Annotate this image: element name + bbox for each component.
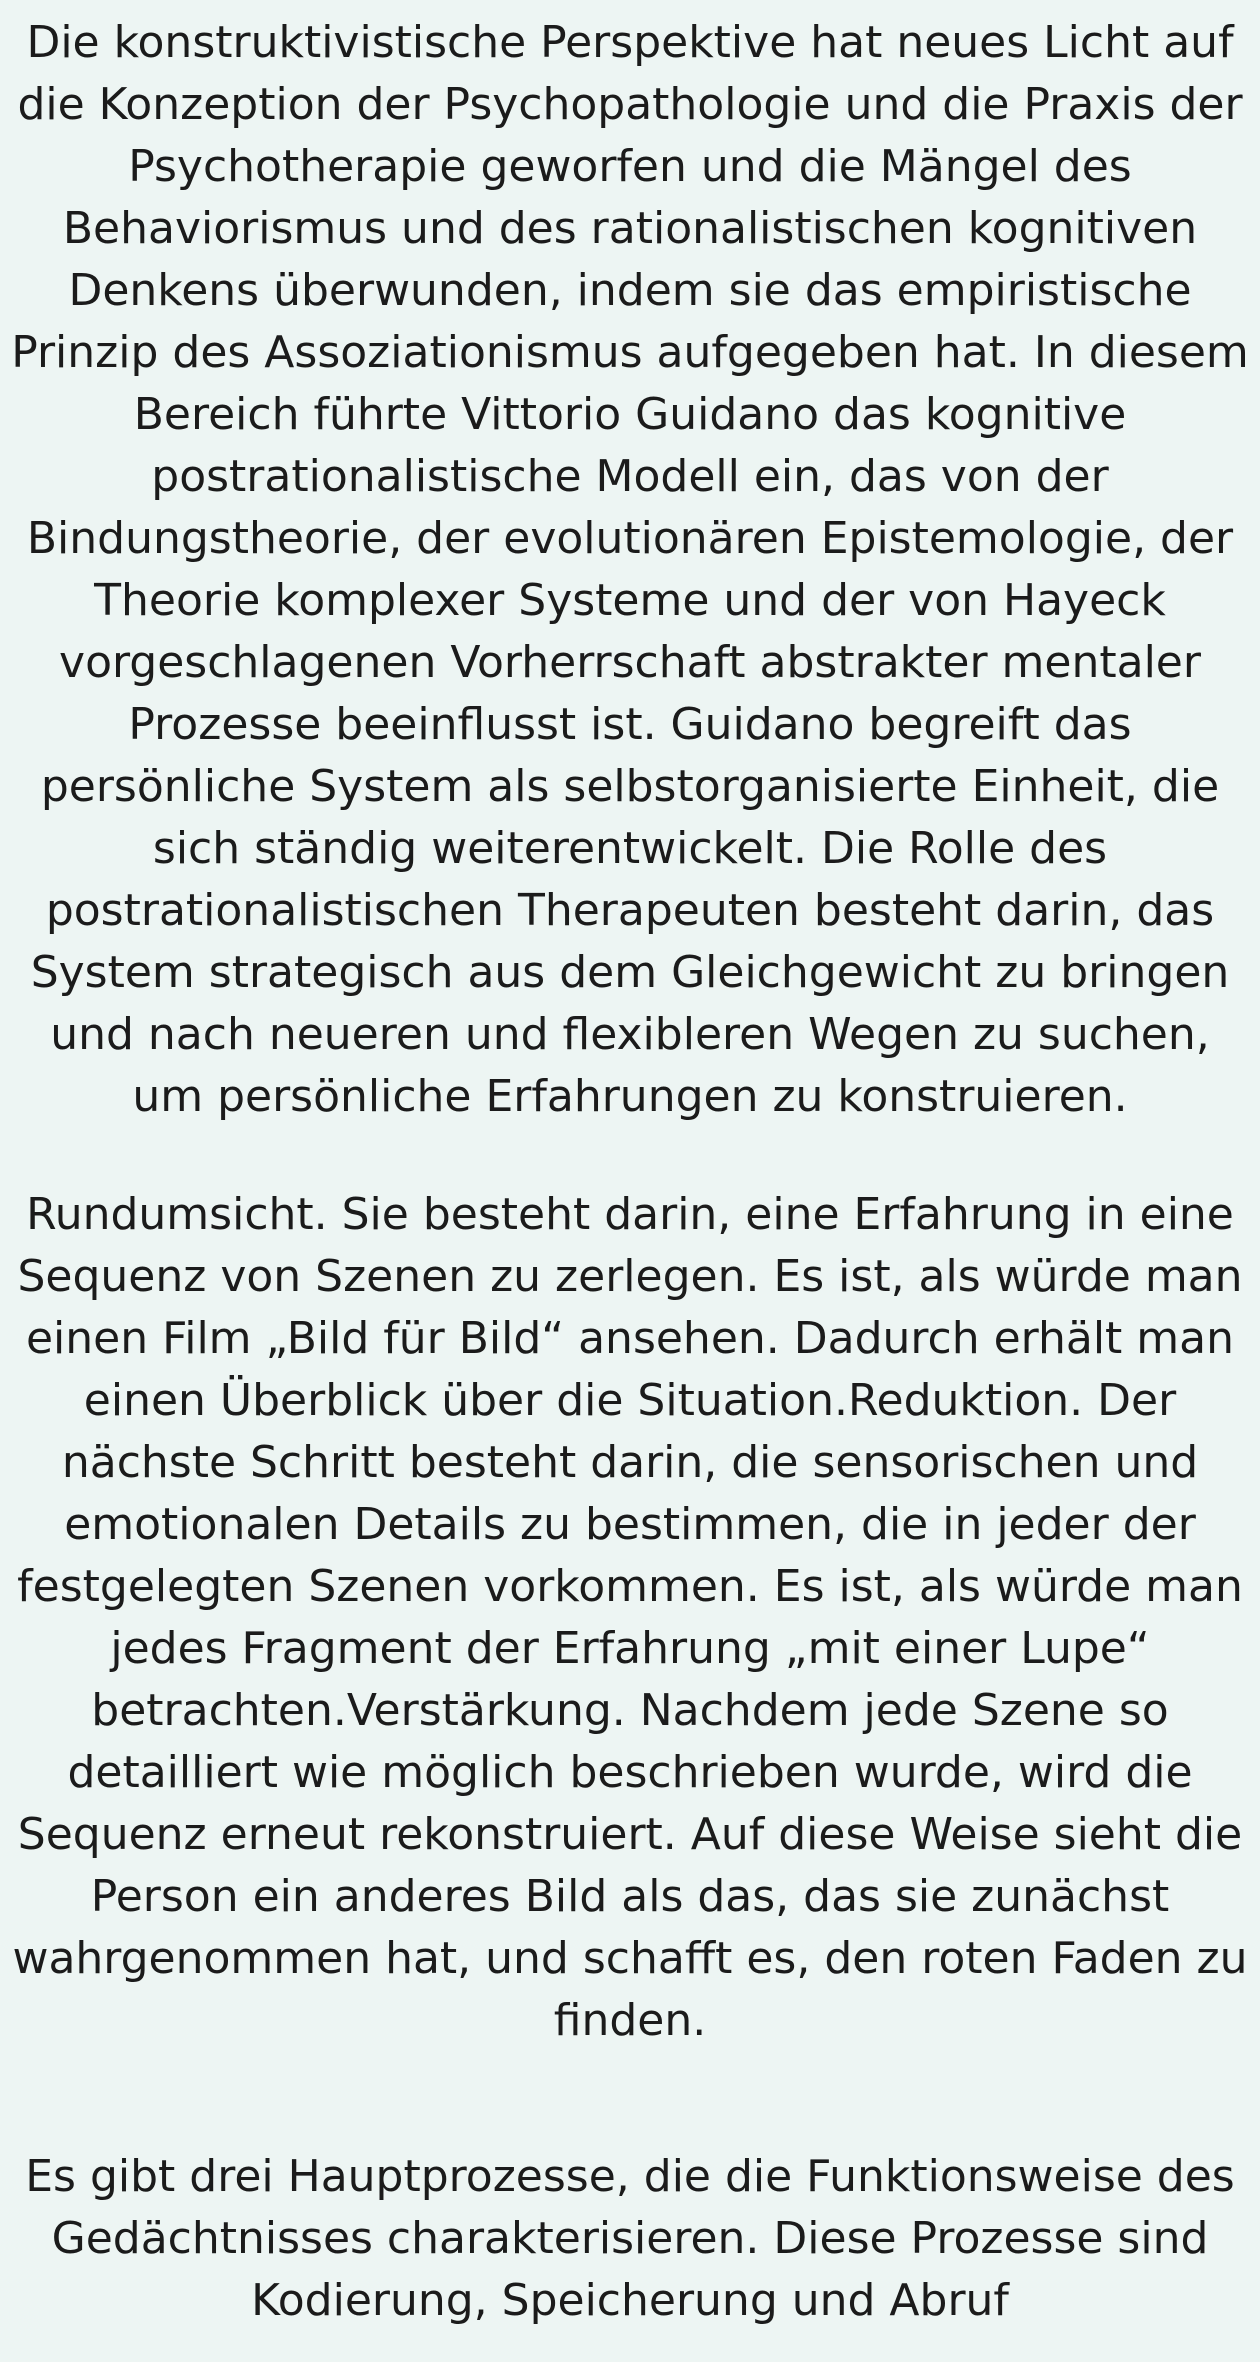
- paragraph-constructivist-perspective: Die konstruktivistische Perspektive hat neues Licht auf die Konzeption der Psychopathologie und die Praxis der Psychotherapie geworfen und die Mängel des Behaviorismus und des rationalistischen kognitiven Denkens überwunden, indem sie das empiristische Prinzip des Assoziationismus aufgegeben hat. In diesem Bereich führte Vittorio Guidano das kognitive postrationalistische Modell ein, das von der Bindungstheorie, der evolutionären Epistemologie, der Theorie komplexer Systeme und der von Hayeck vorgeschlagenen Vorherrschaft abstrakter mentaler Prozesse beeinflusst ist. Guidano begreift das persönliche System als selbstorganisierte Einheit, die sich ständig weiterentwickelt. Die Rolle des postrationalistischen Therapeuten besteht darin, das System strategisch aus dem Gleichgewicht zu bringen und nach neueren und flexibleren Wegen zu suchen, um persönliche Erfahrungen zu konstruieren.: [11, 17, 1249, 1122]
- paragraph-memory-processes: Es gibt drei Hauptprozesse, die die Funktionsweise des Gedächtnisses charakterisieren. Diese Prozesse sind Kodierung, Speicherung und Abruf: [25, 2151, 1235, 2326]
- paragraph-technique-steps: Rundumsicht. Sie besteht darin, eine Erfahrung in eine Sequenz von Szenen zu zerlegen. Es ist, als würde man einen Film „Bild für Bild“ ansehen. Dadurch erhält man einen Überblick über die Situation.Reduktion. Der nächste Schritt besteht darin, die sensorischen und emotionalen Details zu bestimmen, die in jeder der festgelegten Szenen vorkommen. Es ist, als würde man jedes Fragment der Erfahrung „mit einer Lupe“ betrachten.Verstärkung. Nachdem jede Szene so detailliert wie möglich beschrieben wurde, wird die Sequenz erneut rekonstruiert. Auf diese Weise sieht die Person ein anderes Bild als das, das sie zunächst wahrgenommen hat, und schafft es, den roten Faden zu finden.: [12, 1189, 1248, 2046]
